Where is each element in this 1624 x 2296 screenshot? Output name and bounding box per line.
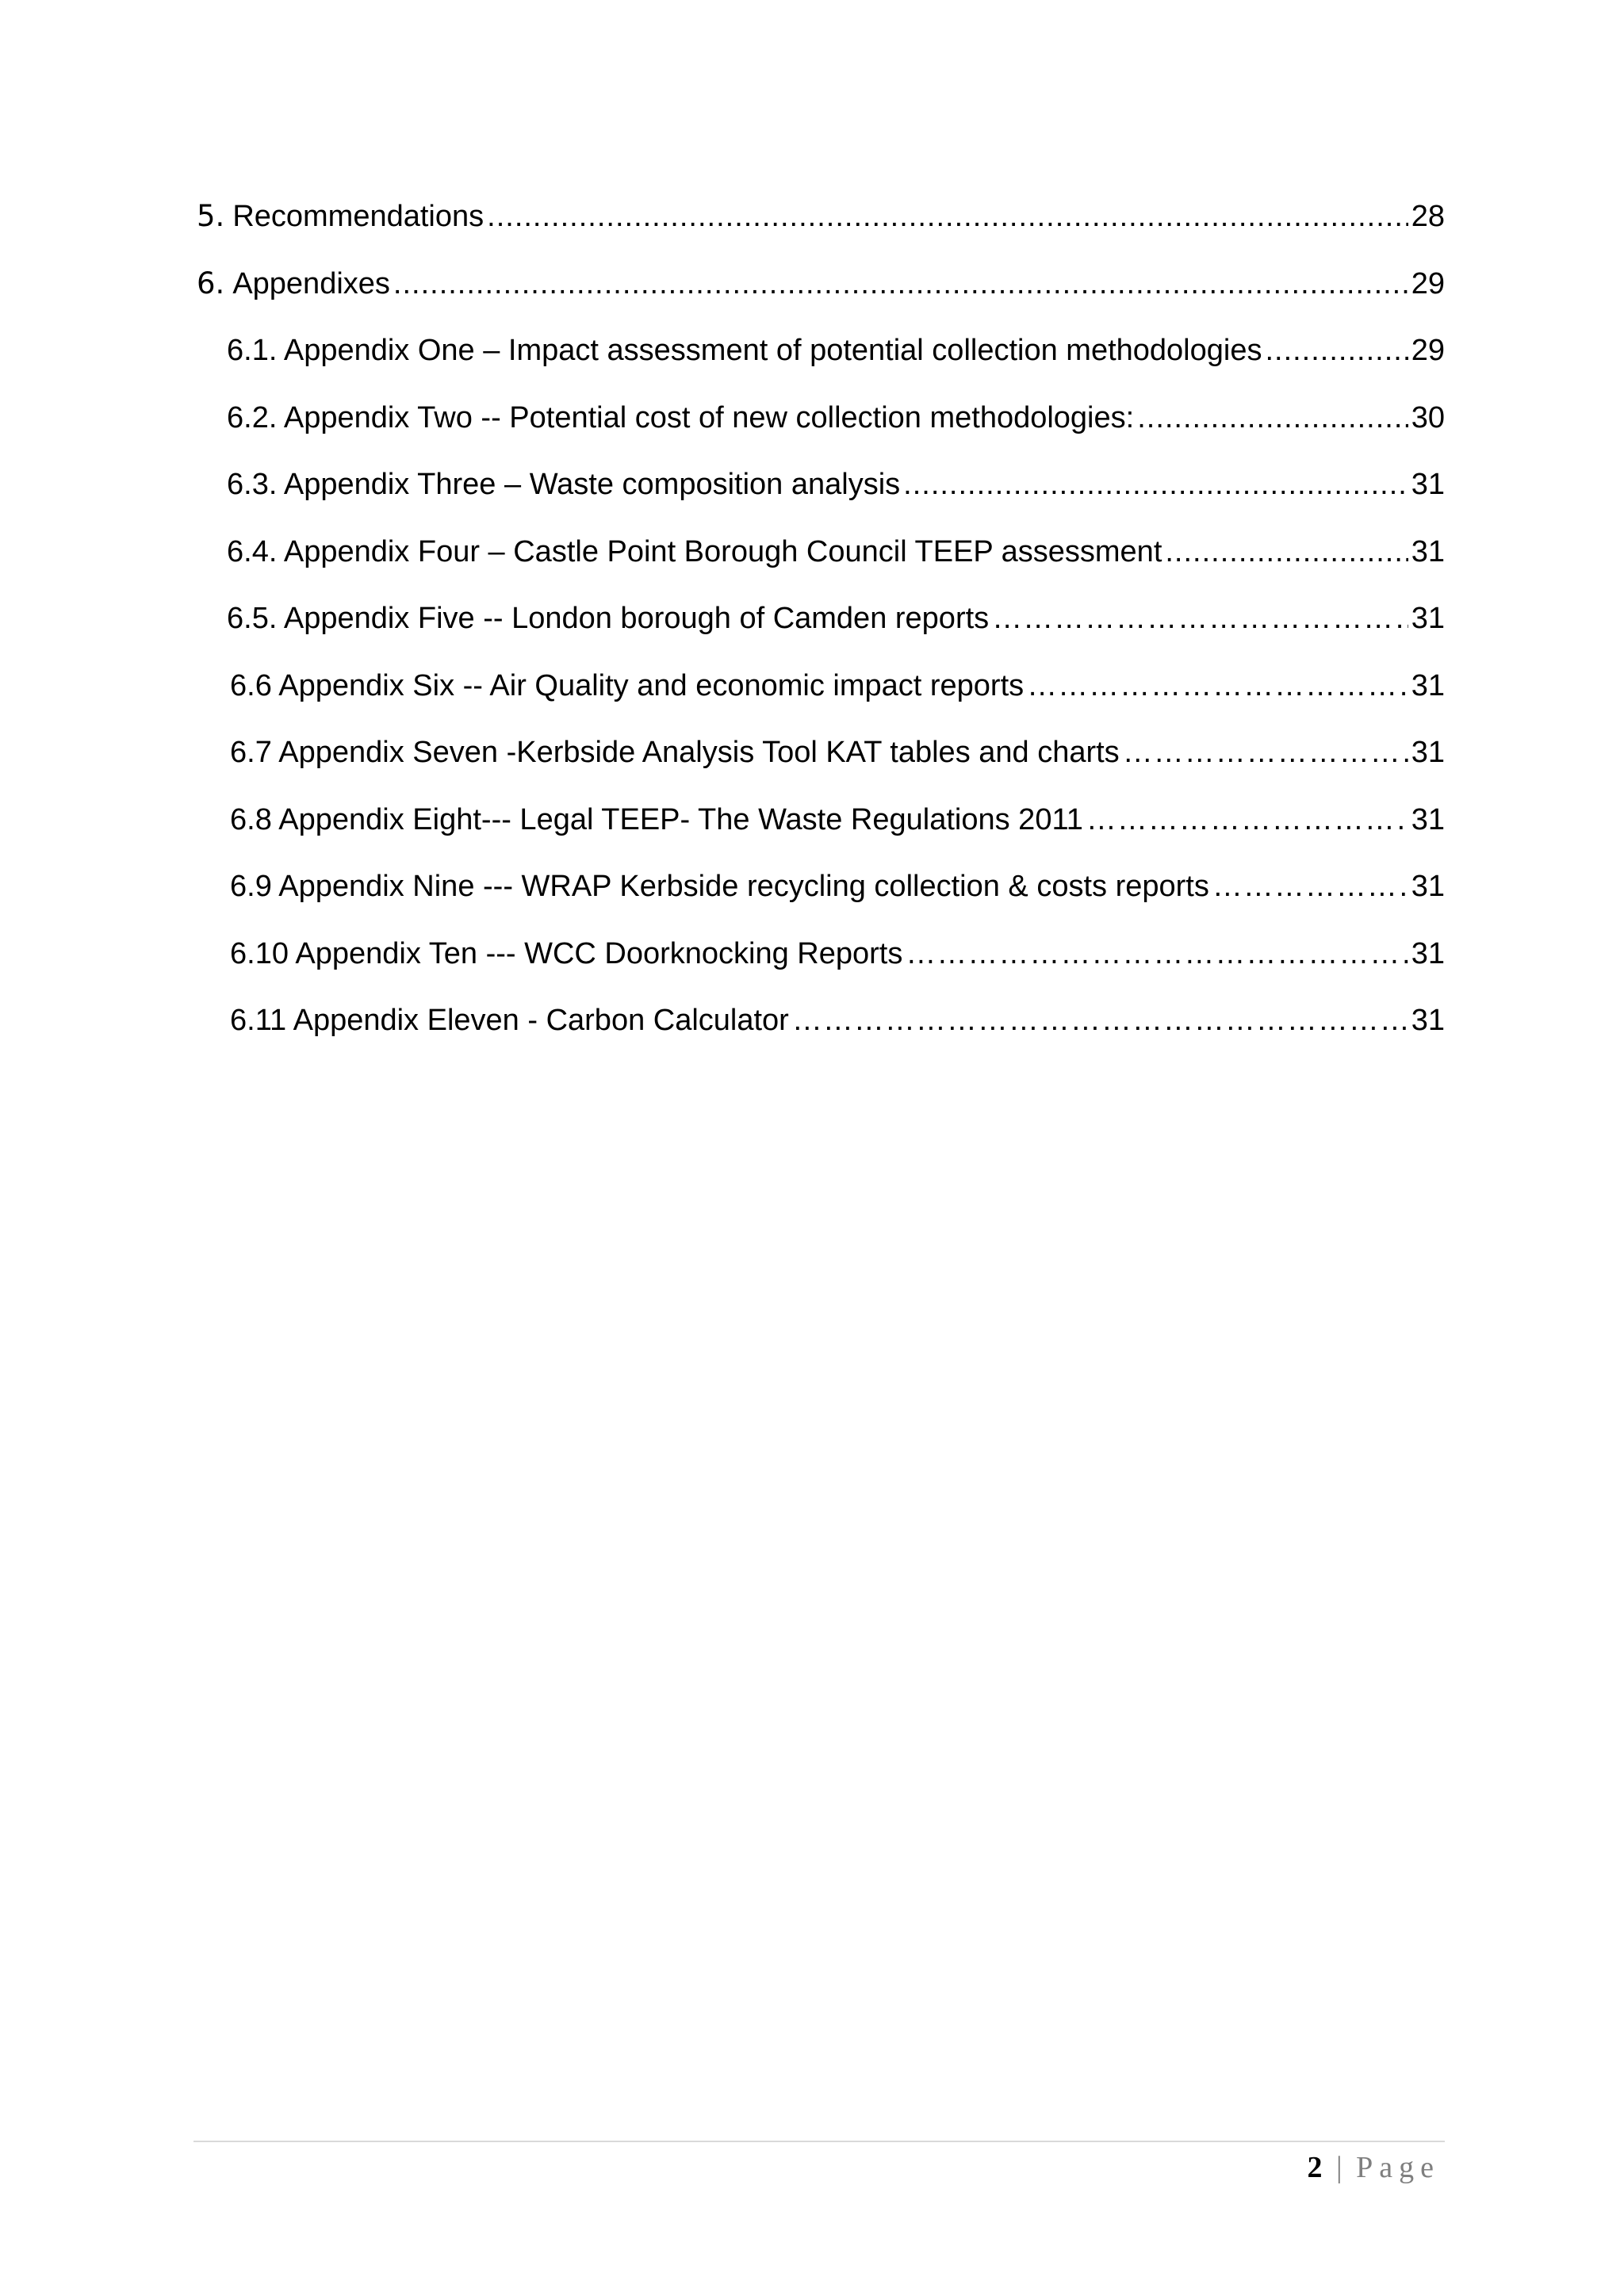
- toc-entry-appendixes[interactable]: [197, 258, 1445, 325]
- toc-entry-number: 6.: [197, 266, 225, 300]
- toc-entry-page: 30: [1411, 400, 1445, 434]
- toc-dot-leader: [1123, 726, 1408, 779]
- footer-page-word: Page: [1356, 2151, 1440, 2184]
- toc-entry-page: 31: [1411, 668, 1445, 702]
- toc-entry-label: 6.9 Appendix Nine --- WRAP Kerbside recycling collection & costs reports: [230, 870, 1209, 903]
- toc-entry-label: 6.10 Appendix Ten --- WCC Doorknocking Reports: [230, 936, 903, 970]
- toc-entry-recommendations[interactable]: [197, 190, 1445, 258]
- toc-entry-label: 6.8 Appendix Eight--- Legal TEEP- The Waste Regulations 2011: [230, 802, 1083, 836]
- toc-dot-leader: [1165, 526, 1408, 578]
- toc-entry-appendix-three[interactable]: [197, 458, 1445, 526]
- toc-entry-page: 31: [1411, 468, 1445, 501]
- toc-entry-page: 31: [1411, 802, 1445, 836]
- toc-entry-page: 31: [1411, 534, 1445, 568]
- toc-dot-leader: [992, 592, 1408, 645]
- toc-dot-leader: [1212, 860, 1408, 913]
- footer-divider: [193, 2141, 1445, 2142]
- toc-dot-leader: [393, 258, 1408, 310]
- toc-entry-label: 6.6 Appendix Six -- Air Quality and economic impact reports: [230, 668, 1025, 702]
- toc-entry-appendix-five[interactable]: [197, 592, 1445, 660]
- toc-dot-leader: [1027, 660, 1408, 712]
- toc-entry-page: 31: [1411, 870, 1445, 903]
- toc-entry-label: 6.4. Appendix Four – Castle Point Borough Council TEEP assessment: [227, 534, 1162, 568]
- toc-entry-appendix-four[interactable]: [197, 526, 1445, 593]
- toc-entry-page: 28: [1411, 200, 1445, 233]
- toc-entry-appendix-seven[interactable]: [197, 726, 1445, 794]
- toc-entry-page: 31: [1411, 736, 1445, 769]
- toc-entry-number: 5.: [197, 199, 225, 233]
- toc-entry-label: 6.7 Appendix Seven -Kerbside Analysis Tool KAT tables and charts: [230, 736, 1120, 769]
- toc-entry-page: 31: [1411, 602, 1445, 635]
- toc-entry-appendix-two[interactable]: [197, 392, 1445, 459]
- toc-entry-appendix-six[interactable]: [197, 660, 1445, 727]
- toc-entry-label: Recommendations: [232, 200, 485, 233]
- toc-entry-page: 29: [1411, 266, 1445, 300]
- toc-dot-leader: [903, 458, 1408, 511]
- footer-page-number: 2: [1307, 2151, 1323, 2184]
- toc-entry-page: 31: [1411, 1004, 1445, 1037]
- toc-entry-label: 6.3. Appendix Three – Waste composition analysis: [227, 468, 901, 501]
- toc-entry-appendix-nine[interactable]: [197, 860, 1445, 928]
- toc-entry-appendix-one[interactable]: [197, 324, 1445, 392]
- toc-entry-label: 6.2. Appendix Two -- Potential cost of new collection methodologies:: [227, 400, 1135, 434]
- toc-entry-appendix-eight[interactable]: [197, 794, 1445, 861]
- toc-entry-label: 6.1. Appendix One – Impact assessment of potential collection methodologies: [227, 334, 1262, 367]
- toc-dot-leader: [1086, 794, 1408, 846]
- toc-entry-page: 29: [1411, 334, 1445, 367]
- toc-dot-leader: [792, 994, 1408, 1047]
- toc-entry-appendix-ten[interactable]: [197, 928, 1445, 995]
- table-of-contents: [197, 190, 1445, 1062]
- toc-entry-label: 6.11 Appendix Eleven - Carbon Calculator: [230, 1004, 789, 1037]
- toc-dot-leader: [1137, 392, 1408, 444]
- toc-entry-page: 31: [1411, 936, 1445, 970]
- footer-separator: |: [1336, 2151, 1342, 2184]
- toc-dot-leader: [906, 928, 1408, 980]
- toc-entry-label: Appendixes: [232, 266, 390, 300]
- page-footer: [1308, 2145, 1440, 2190]
- toc-entry-label: 6.5. Appendix Five -- London borough of Camden reports: [227, 602, 990, 635]
- toc-dot-leader: [487, 190, 1408, 243]
- toc-dot-leader: [1265, 324, 1408, 377]
- toc-entry-appendix-eleven[interactable]: [197, 994, 1445, 1062]
